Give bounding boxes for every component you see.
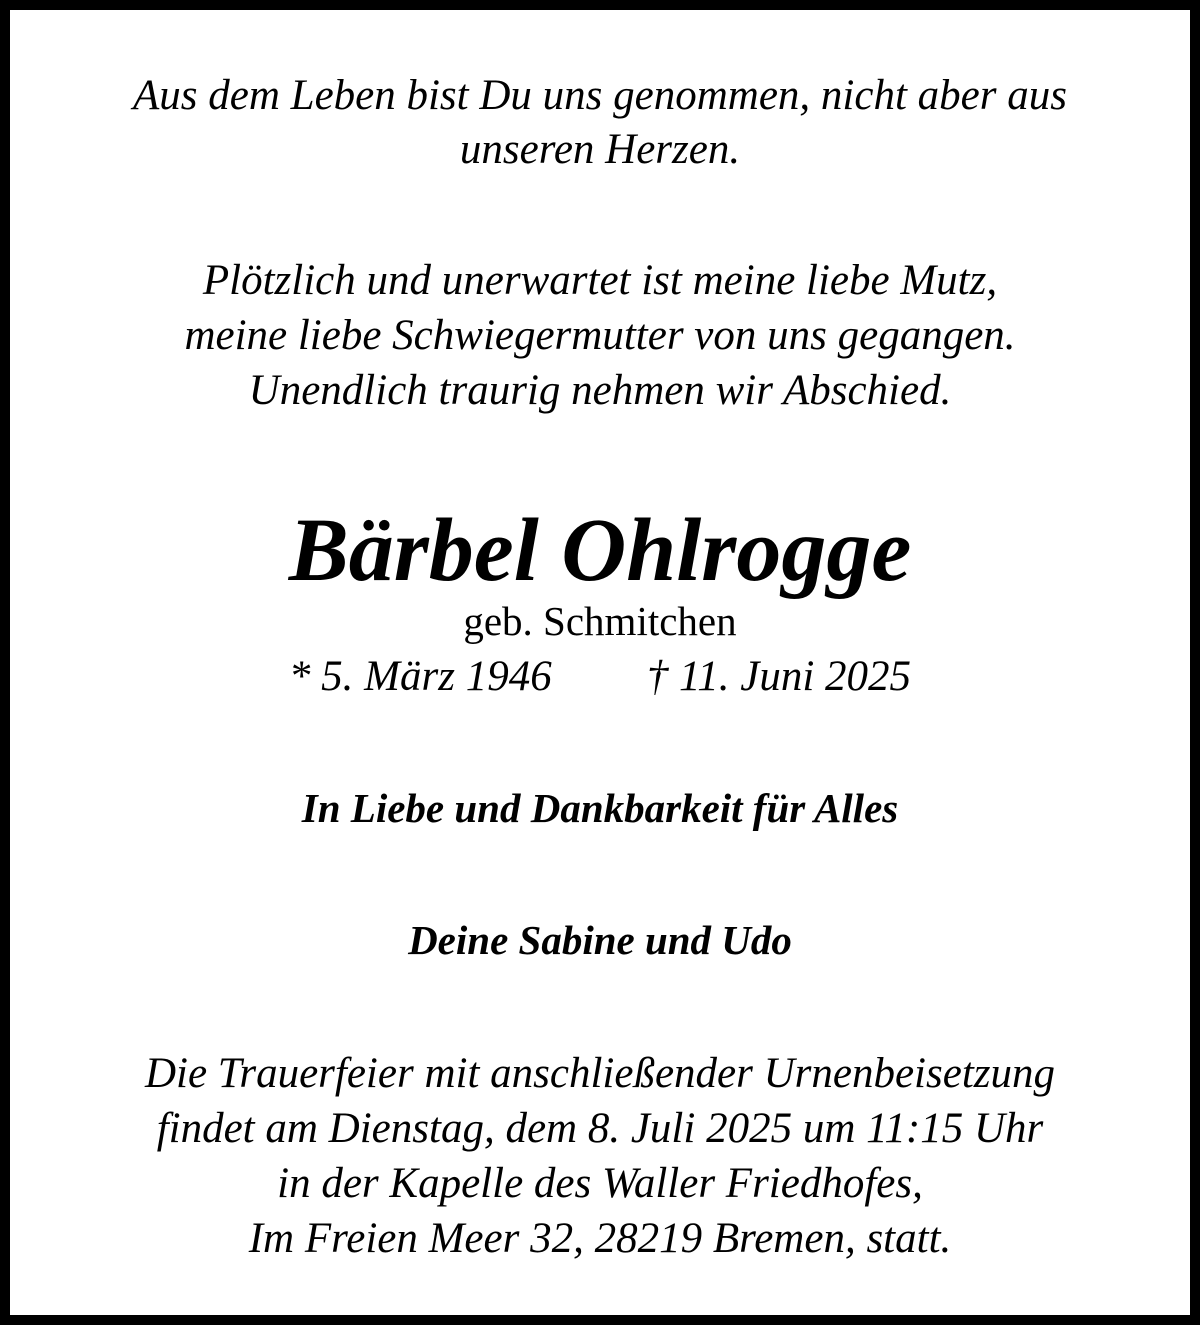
intro-line: meine liebe Schwiegermutter von uns gegangen.: [184, 312, 1016, 359]
quote-line: Aus dem Leben bist Du uns genommen, nicht aber aus: [133, 72, 1067, 119]
memorial-quote: [0, 69, 1200, 177]
service-line: Die Trauerfeier mit anschließender Urnenbeisetzung: [144, 1050, 1056, 1097]
intro-line: Unendlich traurig nehmen wir Abschied.: [248, 367, 952, 414]
thanks-line: In Liebe und Dankbarkeit für Alles: [301, 785, 899, 831]
intro-line: Plötzlich und unerwartet ist meine liebe Mutz,: [202, 257, 998, 304]
death-date: † 11. Juni 2025: [646, 653, 912, 700]
life-dates: [0, 650, 1200, 704]
service-line: findet am Dienstag, dem 8. Juli 2025 um 11:15 Uhr: [156, 1105, 1044, 1152]
quote-line: unseren Herzen.: [459, 126, 741, 173]
service-line: in der Kapelle des Waller Friedhofes,: [277, 1160, 923, 1207]
service-line: Im Freien Meer 32, 28219 Bremen, statt.: [248, 1215, 952, 1262]
birth-date: * 5. März 1946: [288, 653, 552, 700]
birth-name: geb. Schmitchen: [463, 598, 737, 644]
deceased-name: Bärbel Ohlrogge: [288, 501, 912, 600]
signers-line: Deine Sabine und Udo: [408, 917, 792, 963]
intro-text: [0, 253, 1200, 418]
service-details: [0, 1046, 1200, 1266]
